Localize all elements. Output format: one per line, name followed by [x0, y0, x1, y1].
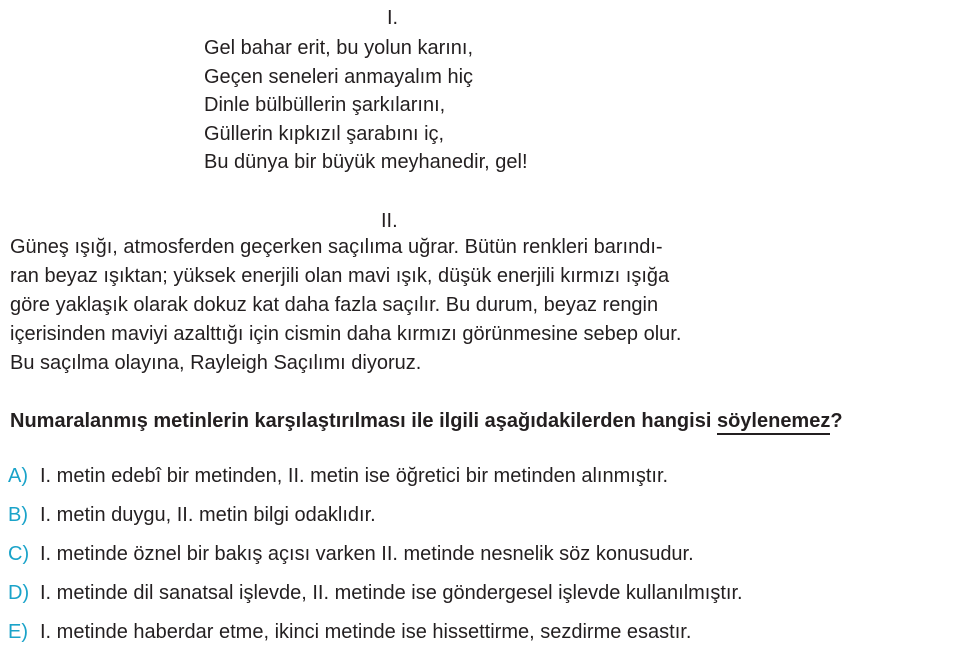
- option-letter: D): [8, 582, 30, 604]
- question-text: Numaralanmış metinlerin karşılaştırılması ile ilgili aşağıdakilerden hangisi: [10, 410, 717, 432]
- option-c[interactable]: [8, 535, 743, 574]
- prose-line: ran beyaz ışıktan; yüksek enerjili olan mavi ışık, düşük enerjili kırmızı ışığa: [10, 265, 670, 287]
- question-mark: ?: [830, 410, 843, 432]
- poem-line: Geçen seneleri anmayalım hiç: [204, 65, 474, 88]
- poem: [204, 34, 528, 177]
- prose-line: göre yaklaşık olarak dokuz kat daha fazla saçılır. Bu durum, beyaz rengin: [10, 294, 659, 316]
- prose-paragraph: [10, 233, 681, 378]
- poem-line: Güllerin kıpkızıl şarabını iç,: [204, 122, 445, 145]
- prose-line: Güneş ışığı, atmosferden geçerken saçılıma uğrar. Bütün renkleri barındı-: [10, 236, 663, 258]
- option-b[interactable]: [8, 496, 743, 535]
- poem-line: Dinle bülbüllerin şarkılarını,: [204, 94, 446, 116]
- option-letter: C): [8, 543, 30, 565]
- option-text: I. metinde haberdar etme, ikinci metinde ise hissettirme, sezdirme esastır.: [40, 621, 692, 643]
- poem-line: Gel bahar erit, bu yolun karını,: [204, 37, 474, 59]
- option-text: I. metinde öznel bir bakış açısı varken II. metinde nesnelik söz konusudur.: [40, 543, 694, 565]
- passage-2-heading: II.: [381, 210, 398, 232]
- answer-options: [8, 457, 743, 652]
- prose-line: içerisinden maviyi azalttığı için cismin daha kırmızı görünmesine sebep olur.: [10, 323, 682, 345]
- option-a[interactable]: [8, 457, 743, 496]
- option-e[interactable]: [8, 613, 743, 652]
- question-stem: [10, 407, 843, 435]
- option-text: I. metin edebî bir metinden, II. metin ise öğretici bir metinden alınmıştır.: [40, 465, 669, 487]
- option-letter: A): [8, 465, 28, 487]
- option-d[interactable]: [8, 574, 743, 613]
- option-text: I. metin duygu, II. metin bilgi odaklıdır.: [40, 504, 376, 526]
- option-text: I. metinde dil sanatsal işlevde, II. metinde ise göndergesel işlevde kullanılmıştır.: [40, 582, 743, 604]
- option-letter: E): [8, 621, 28, 643]
- option-letter: B): [8, 504, 28, 526]
- question-emphasis: söylenemez: [717, 410, 830, 435]
- prose-line: Bu saçılma olayına, Rayleigh Saçılımı diyoruz.: [10, 352, 422, 374]
- poem-line: Bu dünya bir büyük meyhanedir, gel!: [204, 151, 528, 173]
- passage-1-heading: I.: [387, 7, 399, 29]
